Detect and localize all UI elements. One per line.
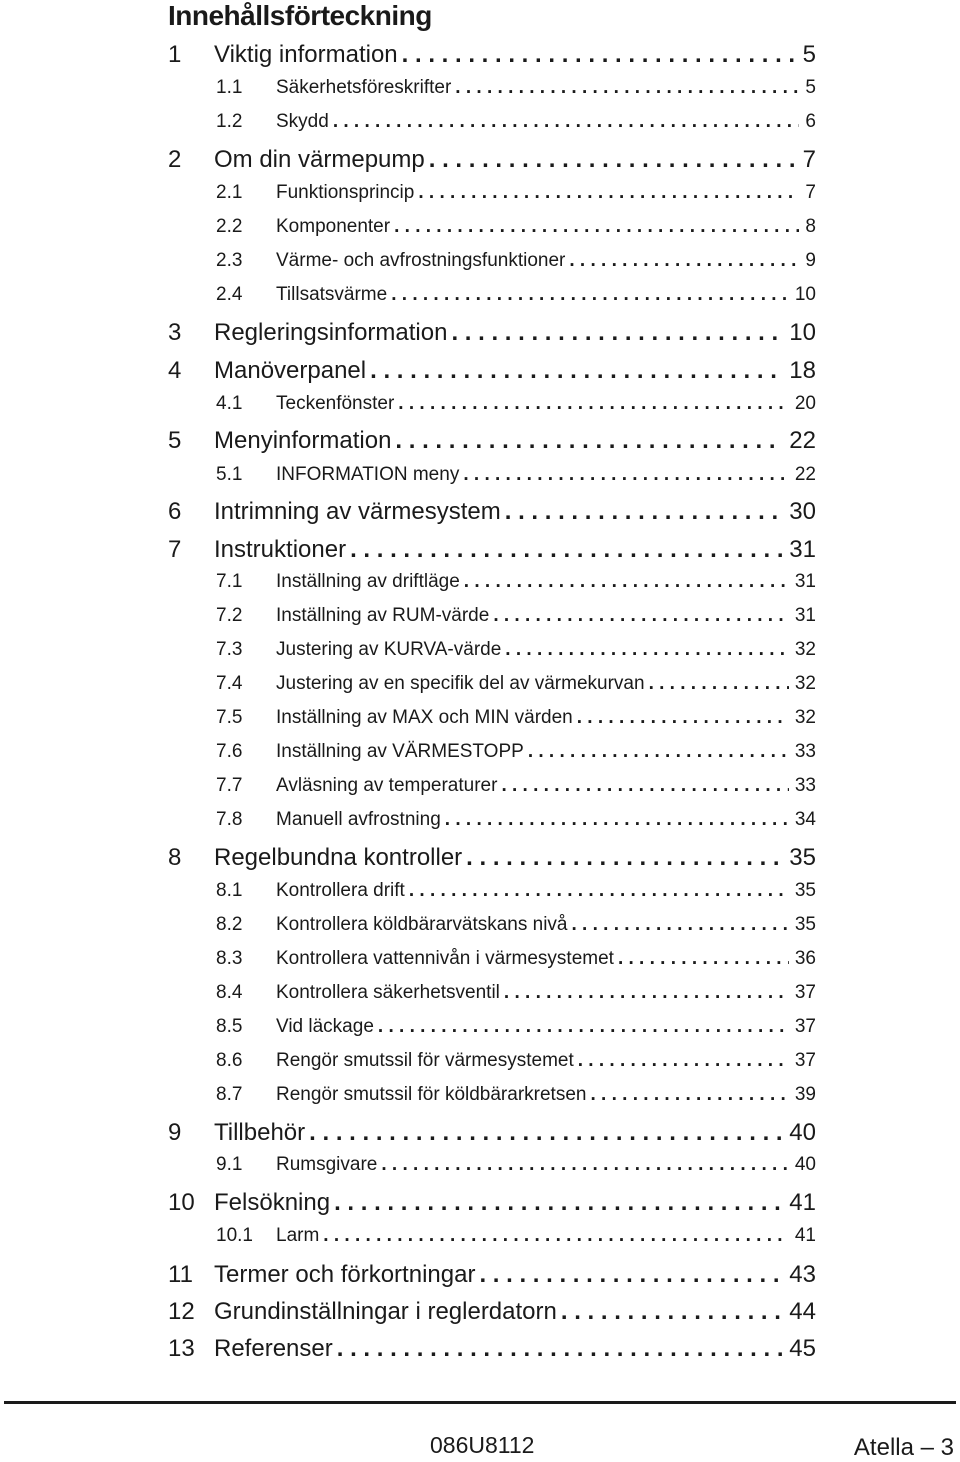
toc-entry[interactable]: [168, 1080, 816, 1110]
toc-entry-number: 1.1: [216, 77, 243, 98]
toc-entry-title: INFORMATION meny: [276, 464, 460, 485]
toc-entry-title: Manuell avfrostning: [276, 809, 441, 830]
toc-entry-number: 7.5: [216, 707, 243, 728]
toc-entry-number: 8.4: [216, 982, 243, 1003]
toc-dot-leader: [333, 107, 800, 137]
toc-entry-title: Kontrollera köldbärarvätskans nivå: [276, 914, 568, 935]
toc-dot-leader: [429, 143, 797, 177]
toc-dot-leader: [577, 703, 789, 733]
toc-entry[interactable]: [168, 601, 816, 631]
toc-entry-number: 12: [168, 1298, 195, 1325]
toc-entry-number: 3: [168, 319, 182, 346]
toc-entry-page: 37: [794, 1016, 816, 1037]
toc-entry-number: 7.7: [216, 775, 243, 796]
toc-entry-number: 2.1: [216, 182, 243, 203]
toc-entry-title: Tillsatsvärme: [276, 284, 388, 305]
toc-entry-page: 40: [789, 1119, 816, 1146]
toc-dot-leader: [578, 1046, 789, 1076]
toc-entry-title: Termer och förkortningar: [214, 1261, 476, 1288]
toc-entry[interactable]: [168, 1295, 816, 1329]
toc-entry-number: 2: [168, 146, 182, 173]
toc-dot-leader: [569, 246, 799, 276]
toc-entry-page: 6: [805, 111, 816, 132]
toc-entry-page: 44: [789, 1298, 816, 1325]
toc-entry[interactable]: [168, 1116, 816, 1150]
footer-divider: [4, 1401, 956, 1404]
toc-entry-number: 8: [168, 844, 182, 871]
toc-entry[interactable]: [168, 354, 816, 388]
toc-entry[interactable]: [168, 424, 816, 458]
page-title: Innehållsförteckning: [168, 0, 432, 31]
toc-entry[interactable]: [168, 1012, 816, 1042]
toc-entry[interactable]: [168, 178, 816, 208]
toc-entry-page: 20: [794, 393, 816, 414]
toc-entry[interactable]: [168, 38, 816, 72]
toc-entry-title: Värme- och avfrostningsfunktioner: [276, 250, 566, 271]
toc-entry-number: 7.8: [216, 809, 243, 830]
toc-dot-leader: [505, 635, 789, 665]
toc-entry-title: Säkerhetsföreskrifter: [276, 77, 452, 98]
toc-entry-number: 8.2: [216, 914, 243, 935]
toc-entry-number: 7.6: [216, 741, 243, 762]
toc-entry-page: 35: [794, 914, 816, 935]
toc-dot-leader: [418, 178, 799, 208]
toc-entry-page: 32: [794, 673, 816, 694]
toc-entry[interactable]: [168, 876, 816, 906]
toc-entry-number: 8.5: [216, 1016, 243, 1037]
toc-entry[interactable]: [168, 1332, 816, 1366]
toc-dot-leader: [463, 460, 789, 490]
toc-dot-leader: [590, 1080, 788, 1110]
toc-entry-number: 4: [168, 357, 182, 384]
toc-entry-page: 35: [794, 880, 816, 901]
toc-dot-leader: [334, 1186, 783, 1220]
toc-dot-leader: [409, 876, 789, 906]
toc-entry-page: 32: [794, 639, 816, 660]
toc-entry-page: 5: [802, 41, 816, 68]
toc-entry[interactable]: [168, 1258, 816, 1292]
toc-entry-page: 41: [789, 1189, 816, 1216]
toc-dot-leader: [381, 1150, 788, 1180]
toc-entry-page: 5: [805, 77, 816, 98]
toc-entry-title: Regelbundna kontroller: [214, 844, 463, 871]
toc-entry[interactable]: [168, 107, 816, 137]
toc-dot-leader: [528, 737, 789, 767]
toc-entry-number: 7: [168, 536, 182, 563]
toc-entry-title: Grundinställningar i reglerdatorn: [214, 1298, 557, 1325]
toc-entry[interactable]: [168, 280, 816, 310]
toc-entry-page: 40: [794, 1154, 816, 1175]
toc-entry-title: Kontrollera drift: [276, 880, 405, 901]
toc-entry[interactable]: [168, 703, 816, 733]
toc-entry-number: 6: [168, 498, 182, 525]
toc-dot-leader: [649, 669, 789, 699]
toc-entry-title: Inställning av driftläge: [276, 571, 460, 592]
toc-entry-title: Rengör smutssil för köldbärarkretsen: [276, 1084, 587, 1105]
toc-entry[interactable]: [168, 841, 816, 875]
toc-entry-page: 36: [794, 948, 816, 969]
toc-entry-title: Regleringsinformation: [214, 319, 448, 346]
toc-entry-page: 30: [789, 498, 816, 525]
toc-entry-title: Referenser: [214, 1335, 333, 1362]
toc-entry-title: Instruktioner: [214, 536, 347, 563]
toc-entry[interactable]: [168, 1046, 816, 1076]
toc-entry-number: 11: [168, 1261, 193, 1288]
toc-entry[interactable]: [168, 246, 816, 276]
toc-entry-page: 22: [794, 464, 816, 485]
toc-dot-leader: [309, 1116, 783, 1150]
toc-entry[interactable]: [168, 910, 816, 940]
toc-entry-page: 37: [794, 982, 816, 1003]
toc-entry-page: 31: [789, 536, 816, 563]
toc-entry-title: Teckenfönster: [276, 393, 395, 414]
toc-entry-title: Om din värmepump: [214, 146, 425, 173]
toc-entry[interactable]: [168, 567, 816, 597]
toc-entry-title: Tillbehör: [214, 1119, 306, 1146]
toc-entry-title: Inställning av RUM-värde: [276, 605, 490, 626]
toc-dot-leader: [504, 978, 789, 1008]
toc-entry-number: 9.1: [216, 1154, 243, 1175]
toc-entry-title: Viktig information: [214, 41, 398, 68]
toc-entry-number: 10: [168, 1189, 195, 1216]
toc-dot-leader: [505, 495, 784, 529]
toc-entry-number: 5.1: [216, 464, 243, 485]
toc-entry[interactable]: [168, 1150, 816, 1180]
toc-entry-number: 1: [168, 41, 182, 68]
toc-dot-leader: [350, 533, 783, 567]
toc-dot-leader: [337, 1332, 784, 1366]
toc-dot-leader: [464, 567, 789, 597]
toc-dot-leader: [561, 1295, 783, 1329]
toc-entry-page: 34: [794, 809, 816, 830]
toc-entry-page: 39: [794, 1084, 816, 1105]
toc-entry-title: Vid läckage: [276, 1016, 374, 1037]
toc-entry-page: 10: [789, 319, 816, 346]
toc-dot-leader: [493, 601, 789, 631]
toc-entry-page: 35: [789, 844, 816, 871]
footer-brand-page: Atella – 3: [853, 1434, 954, 1461]
toc-dot-leader: [398, 389, 789, 419]
toc-dot-leader: [451, 316, 783, 350]
toc-dot-leader: [455, 73, 799, 103]
toc-entry[interactable]: [168, 389, 816, 419]
toc-entry-number: 2.2: [216, 216, 243, 237]
toc-entry-number: 2.3: [216, 250, 243, 271]
toc-entry-page: 45: [789, 1335, 816, 1362]
toc-dot-leader: [394, 212, 799, 242]
toc-entry-title: Inställning av MAX och MIN värden: [276, 707, 573, 728]
toc-dot-leader: [572, 910, 789, 940]
toc-dot-leader: [618, 944, 789, 974]
toc-entry-number: 8.6: [216, 1050, 243, 1071]
toc-entry[interactable]: [168, 771, 816, 801]
toc-dot-leader: [378, 1012, 789, 1042]
toc-entry-page: 9: [805, 250, 816, 271]
toc-entry-title: Larm: [276, 1225, 320, 1246]
toc-entry-title: Komponenter: [276, 216, 391, 237]
toc-entry[interactable]: [168, 635, 816, 665]
toc-entry-number: 7.1: [216, 571, 243, 592]
toc-entry[interactable]: [168, 73, 816, 103]
toc-entry-title: Felsökning: [214, 1189, 331, 1216]
toc-entry[interactable]: [168, 495, 816, 529]
toc-entry-number: 7.4: [216, 673, 243, 694]
toc-entry[interactable]: [168, 460, 816, 490]
toc-dot-leader: [395, 424, 783, 458]
toc-entry-page: 8: [805, 216, 816, 237]
toc-entry-number: 9: [168, 1119, 182, 1146]
toc-entry-title: Justering av KURVA-värde: [276, 639, 502, 660]
toc-entry-page: 7: [805, 182, 816, 203]
toc-entry-number: 2.4: [216, 284, 243, 305]
toc-entry-page: 43: [789, 1261, 816, 1288]
toc-dot-leader: [402, 38, 797, 72]
toc-entry[interactable]: [168, 1186, 816, 1220]
toc-entry-number: 8.7: [216, 1084, 243, 1105]
toc-entry-number: 8.3: [216, 948, 243, 969]
toc-entry[interactable]: [168, 316, 816, 350]
toc-entry-page: 37: [794, 1050, 816, 1071]
toc-entry-title: Funktionsprincip: [276, 182, 415, 203]
toc-entry[interactable]: [168, 944, 816, 974]
toc-entry[interactable]: [168, 978, 816, 1008]
toc-entry-title: Rumsgivare: [276, 1154, 378, 1175]
toc-entry[interactable]: [168, 737, 816, 767]
toc-entry-number: 8.1: [216, 880, 243, 901]
toc-dot-leader: [323, 1221, 789, 1251]
toc-entry[interactable]: [168, 533, 816, 567]
toc-entry-page: 7: [802, 146, 816, 173]
toc-entry-title: Justering av en specifik del av värmekurvan: [276, 673, 645, 694]
toc-entry-number: 4.1: [216, 393, 243, 414]
toc-entry-title: Intrimning av värmesystem: [214, 498, 501, 525]
toc-entry-title: Avläsning av temperaturer: [276, 775, 498, 796]
toc-entry-page: 18: [789, 357, 816, 384]
toc-entry-page: 32: [794, 707, 816, 728]
toc-entry-title: Kontrollera säkerhetsventil: [276, 982, 500, 1003]
table-of-contents: [168, 0, 816, 1380]
toc-entry-number: 13: [168, 1335, 195, 1362]
toc-dot-leader: [445, 805, 789, 835]
toc-entry-page: 33: [794, 775, 816, 796]
toc-entry[interactable]: [168, 212, 816, 242]
toc-entry[interactable]: [168, 143, 816, 177]
toc-entry-page: 33: [794, 741, 816, 762]
toc-entry-page: 31: [794, 605, 816, 626]
toc-entry-page: 41: [794, 1225, 816, 1246]
document-code: 086U8112: [430, 1432, 535, 1458]
toc-entry-number: 1.2: [216, 111, 243, 132]
toc-entry-number: 10.1: [216, 1225, 253, 1246]
toc-entry-title: Inställning av VÄRMESTOPP: [276, 741, 524, 762]
toc-entry-title: Kontrollera vattennivån i värmesystemet: [276, 948, 614, 969]
toc-entry-title: Menyinformation: [214, 427, 392, 454]
toc-dot-leader: [466, 841, 783, 875]
toc-dot-leader: [391, 280, 789, 310]
toc-entry[interactable]: [168, 805, 816, 835]
toc-entry-page: 10: [794, 284, 816, 305]
toc-entry-title: Rengör smutssil för värmesystemet: [276, 1050, 574, 1071]
toc-entry[interactable]: [168, 1221, 816, 1251]
toc-entry-page: 22: [789, 427, 816, 454]
toc-entry-number: 5: [168, 427, 182, 454]
toc-entry-title: Skydd: [276, 111, 329, 132]
toc-dot-leader: [501, 771, 788, 801]
toc-entry-title: Manöverpanel: [214, 357, 367, 384]
toc-entry-number: 7.2: [216, 605, 243, 626]
toc-entry[interactable]: [168, 669, 816, 699]
toc-entry-page: 31: [794, 571, 816, 592]
toc-entry-number: 7.3: [216, 639, 243, 660]
toc-dot-leader: [479, 1258, 783, 1292]
toc-dot-leader: [370, 354, 783, 388]
